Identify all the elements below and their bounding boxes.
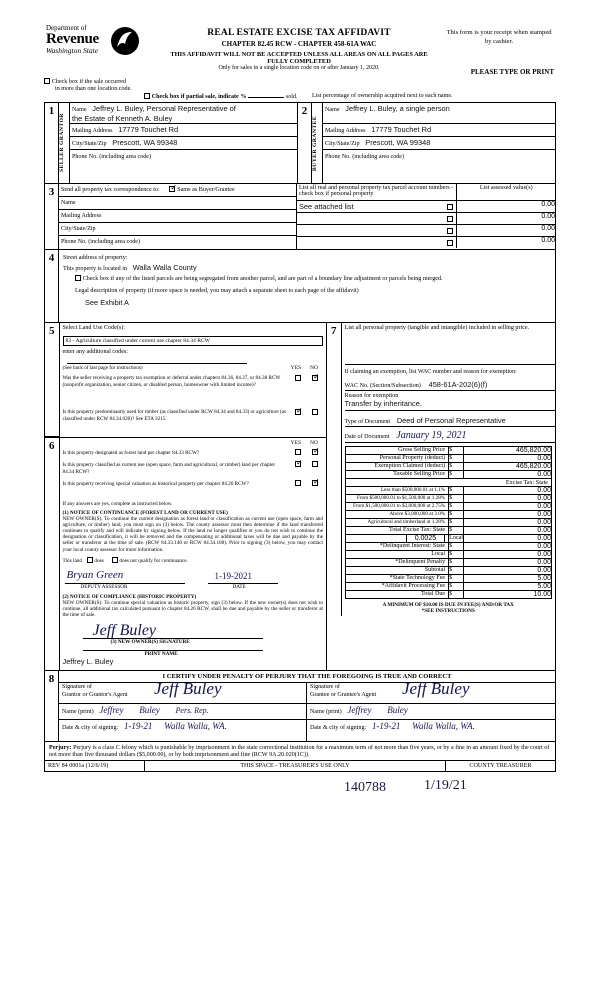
buyer-citystate-value: Prescott, WA 99348 [365, 138, 431, 147]
section-4-block [44, 249, 556, 323]
grantee-sig-block [307, 679, 555, 741]
does-not-label: does not qualify for continuance. [119, 557, 188, 564]
excise-state-header: Excise Tax: State [345, 479, 552, 487]
continuance-title: (1) NOTICE OF CONTINUANCE (FOREST LAND OR CURRENT USE) [62, 509, 228, 516]
ag-timber-dollar: $ [449, 519, 464, 527]
state-tech-fee-dollar: $ [449, 575, 464, 583]
total-state-dollar: $ [449, 527, 464, 535]
grantor-sig-block [59, 679, 307, 741]
reason-row[interactable] [345, 399, 553, 410]
s6-q2-yes-checkbox[interactable] [295, 461, 301, 467]
multi-location-label: Check box if the sale occurred [51, 79, 127, 85]
assessed-value-2: 0.00 [457, 212, 555, 224]
located-in-row[interactable] [63, 263, 551, 275]
bracket-4-value: 0.00 [464, 511, 552, 519]
s5-no-header: NO [310, 365, 318, 371]
buyer-citystate-row[interactable] [323, 137, 555, 150]
grantor-city-value: Walla Walla, WA. [164, 721, 227, 732]
grantee-sig-label-2: Grantee or Grantee's Agent [310, 692, 377, 699]
grantor-date-row[interactable] [62, 721, 227, 731]
buyer-phone-row[interactable] [323, 150, 555, 163]
section-3-left [59, 184, 297, 250]
deputy-assessor-label: DEPUTY ASSESSOR [80, 583, 128, 590]
form-title-block [169, 28, 429, 71]
seller-buyer-block [44, 102, 556, 184]
s3-name-row[interactable] [59, 197, 296, 210]
delinquent-interest-label: *Delinquent Interest: State [345, 543, 449, 551]
s3-citystate-row[interactable] [59, 223, 296, 236]
s6-q1-no-checkbox[interactable] [312, 449, 318, 455]
parcel-row-2[interactable] [297, 212, 457, 224]
section-6-number: 6 [45, 437, 59, 670]
left-column [45, 323, 327, 671]
gross-price-label: Gross Selling Price [345, 447, 449, 455]
county-treasurer-label: COUNTY TREASURER [446, 761, 556, 772]
state-tech-fee-label: *State Technology Fee [345, 575, 449, 583]
section-8-number: 8 [45, 671, 59, 742]
personal-property-checkbox-1[interactable] [447, 204, 453, 210]
treasurer-stamp-date: 1/19/21 [424, 778, 467, 794]
partial-sale-checkbox[interactable] [144, 93, 150, 99]
section-7-body [341, 323, 555, 616]
assessed-header: List assessed value(s) [457, 184, 555, 200]
grantor-name-last: Buley [139, 705, 160, 716]
bracket-3-dollar: $ [449, 503, 464, 511]
buyer-fields [323, 103, 556, 184]
seller-citystate-row[interactable] [70, 137, 297, 150]
bracket-3-label: From $1,500,000.01 to $3,000,000 at 2.75% [345, 503, 449, 511]
please-type-note: PLEASE TYPE OR PRINT [470, 68, 554, 76]
footer-block [44, 760, 556, 772]
taxable-price-value: 0.00 [464, 471, 552, 479]
assessed-value-4: 0.00 [457, 236, 555, 248]
personal-prop-deduct-value: 0.00 [464, 455, 552, 463]
s6-q1-label: Is this property designated as forest land per chapter 84.33 RCW? [62, 449, 200, 456]
section-6-body [59, 437, 326, 670]
s3-phone-label: Phone No. (including area code) [61, 239, 141, 245]
multi-location-label-2: in more than one location code. [55, 86, 132, 92]
grantee-sig-label: Signature of [310, 684, 340, 691]
affidavit-fee-value: 5.00 [464, 583, 552, 591]
tax-row [345, 543, 552, 551]
seller-citystate-label: City/State/Zip [72, 141, 107, 147]
partial-sale-tail: sold. [285, 94, 298, 100]
buyer-mailing-row[interactable] [323, 124, 555, 137]
state-tech-fee-value: 5.00 [464, 575, 552, 583]
exemption-label: If claiming an exemption, list WAC number and reason for exemption: [344, 369, 517, 375]
reason-label: Reason for exemption [344, 393, 399, 399]
affidavit-fee-dollar: $ [449, 583, 464, 591]
compliance-body: NEW OWNER(S): To continue special valuation as historic property, sign (3) below. If the new owner(s) does not wish to continue, all additional tax calculated pursuant to chapter 84.26 RCW, shall be due and payable by the seller or transferor at the time of sale. [62, 599, 323, 619]
s5-q1-label: Was the seller receiving a property tax exemption or deferral under chapters 84.36, 84.37, or 84.38 RCW (nonprofit organization, senior citizen, or disabled person, homeowner with limited income)? [62, 375, 281, 388]
buyer-mailing-value: 17779 Touchet Rd [371, 125, 432, 134]
tax-row [345, 567, 552, 575]
s6-q3-yes-checkbox[interactable] [295, 480, 301, 486]
wac-label: WAC No. (Section/Subsection) [344, 383, 421, 389]
segregated-label: Check box if any of the listed parcels are being segregated from another parcel, and are part of a boundary line adjustment or parcels being merged. [82, 276, 443, 282]
bracket-4-label: Above $3,000,000 at 3.0% [345, 511, 449, 519]
taxable-price-label: Taxable Selling Price [345, 471, 449, 479]
continuance-body: NEW OWNER(S): To continue the current designation as forest land or classification as current use (open space, farm and agriculture, or timber) land, you must sign on (3) below. The county assessor must then determine if the land transferred continues to qualify and will indicate by signing below. If the land no longer qualifies or you do not wish to continue the designation or classification, it will be removed and the compensating or additional taxes will be due and payable by the seller or transferor at the time of sale. (RCW 84.33.140 or RCW 84.34.108). Prior to signing (3) below, you may contact your local county assessor for more information. [62, 515, 323, 553]
perjury-block [44, 742, 556, 761]
tax-row [345, 495, 552, 503]
located-in-label: This property is located in [63, 266, 127, 272]
personal-prop-deduct-label: Personal Property (deduct) [345, 455, 449, 463]
treasurer-stamp-area [44, 772, 556, 806]
minimum-due-note: A MINIMUM OF $10.00 IS DUE IN FEE(S) AND/OR TAX [382, 602, 514, 608]
tax-row [345, 455, 552, 463]
tax-calc-table [345, 446, 553, 599]
additional-codes-input[interactable] [67, 355, 247, 364]
ownership-pct-label: List percentage of ownership acquired next to each name. [312, 93, 453, 99]
legal-desc-label: Legal description of property (if more space is needed, you may attach a separate sheet to each page of the affidavit) [75, 288, 359, 294]
section-4-body [59, 250, 556, 323]
buyer-phone-label: Phone No. (including area code) [325, 154, 405, 160]
affidavit-fee-label: *Affidavit Processing Fee [345, 583, 449, 591]
bracket-1-dollar: $ [449, 487, 464, 495]
certify-statement: I CERTIFY UNDER PENALTY OF PERJURY THAT THE FOREGOING IS TRUE AND CORRECT [59, 671, 555, 683]
does-label: does [94, 557, 104, 564]
seller-phone-label: Phone No. (including area code) [72, 154, 152, 160]
new-owner-print-name: Jeffrey L. Buley [62, 657, 114, 667]
grantee-name-label: Name (print) [310, 709, 342, 716]
perjury-text: Perjury is a class C felony which is punishable by imprisonment in the state correctional institution for a maximum term of not more than five years, or by a fine in an amount fixed by the court of not more than five thousand dollars ($5,000.00), or by both imprisonment and fine (RCW 9A.20.020(1C)). [49, 745, 550, 759]
s3-mailing-label: Mailing Address [61, 213, 102, 219]
subtotal-value: 0.00 [464, 567, 552, 575]
bracket-3-value: 0.00 [464, 503, 552, 511]
s6-if-any-note: If any answers are yes, complete as instructed below. [62, 500, 173, 507]
seller-mailing-row[interactable] [70, 124, 297, 137]
delinquent-local-dollar: $ [449, 551, 464, 559]
grantor-signature: Jeff Buley [154, 679, 222, 699]
grantee-city-value: Walla Walla, WA. [412, 721, 475, 732]
segregated-row[interactable] [63, 275, 551, 287]
taxable-price-dollar: $ [449, 471, 464, 479]
does-qualify-checkbox[interactable] [87, 557, 93, 563]
grantor-name-first: Jeffrey [99, 705, 124, 716]
dept-line-3: Washington State [46, 46, 99, 55]
form-notice: THIS AFFIDAVIT WILL NOT BE ACCEPTED UNLESS ALL AREAS ON ALL PAGES ARE FULLY COMPLETED [170, 51, 428, 65]
buyer-vertical-label: BUYER GRANTEE [312, 115, 318, 171]
seller-name-value: Jeffrey L. Buley, Personal Representative of [92, 104, 236, 113]
wac-value: 458-61A-202(6)(f) [428, 380, 488, 389]
grantor-name-row[interactable] [62, 705, 209, 715]
gross-price-dollar: $ [449, 447, 464, 455]
subtotal-dollar: $ [449, 567, 464, 575]
dept-line-1: Department of [46, 24, 87, 32]
same-as-buyer-checkbox[interactable] [169, 186, 175, 192]
seller-vertical-label-cell [59, 103, 70, 184]
reason-value: Transfer by inheritance. [344, 399, 422, 408]
does-not-qualify-checkbox[interactable] [112, 557, 118, 563]
personal-property-checkbox-4[interactable] [447, 240, 453, 246]
grantor-date-value: 1-19-21 [123, 721, 153, 732]
bracket-1-label: Less than $500,000.01 at 1.1% [345, 487, 449, 495]
multi-location-checkbox[interactable] [44, 78, 50, 84]
assessor-signature: Bryan Green [66, 568, 124, 581]
gross-price-value: 465,820.00 [464, 447, 552, 455]
doc-type-value: Deed of Personal Representative [396, 416, 506, 425]
total-state-value: 0.00 [464, 527, 552, 535]
assessed-value-1: 0.00 [457, 200, 555, 212]
right-column [327, 323, 556, 671]
parcel-row-4[interactable] [297, 236, 457, 248]
partial-sale-label: Check box if partial sale, indicate % [151, 94, 247, 100]
tax-row [345, 583, 552, 591]
parcel-value-1: See attached list [299, 201, 354, 211]
seller-citystate-value: Prescott, WA 99348 [112, 138, 178, 147]
assessor-date-value: 1-19-2021 [214, 570, 252, 581]
new-owner-sig-label: (3) NEW OWNER(S) SIGNATURE [110, 639, 190, 646]
send-correspondence-label: Send all property tax correspondence to: [61, 187, 160, 193]
s6-q1-yes-checkbox[interactable] [295, 449, 301, 455]
assessed-value-3: 0.00 [457, 224, 555, 236]
send-correspondence-row[interactable] [59, 184, 296, 197]
ag-timber-value: 0.00 [464, 519, 552, 527]
section-8-block [44, 670, 556, 742]
seller-name-row[interactable] [70, 103, 297, 124]
doc-date-value: January 19, 2021 [396, 430, 467, 441]
section-7-number: 7 [327, 323, 341, 616]
s5-q2-yes-checkbox[interactable] [295, 409, 301, 415]
tax-row [345, 527, 552, 535]
buyer-name-row[interactable] [323, 103, 555, 124]
grantee-date-label: Date & city of signing: [310, 725, 367, 732]
personal-property-checkbox-3[interactable] [447, 228, 453, 234]
tax-row [345, 511, 552, 519]
located-in-value: Walla Walla County [132, 263, 197, 272]
s3-phone-row[interactable] [59, 236, 296, 249]
compliance-title: (2) NOTICE OF COMPLIANCE (HISTORIC PROPERTY) [62, 593, 197, 600]
street-address-label: Street address of property: [63, 255, 128, 261]
delinquent-local-value: 0.00 [464, 551, 552, 559]
assessor-date-label: DATE [232, 583, 246, 590]
grantee-date-value: 1-19-21 [371, 721, 401, 732]
personal-property-input[interactable] [345, 331, 556, 365]
grantee-signature: Jeff Buley [402, 679, 470, 699]
receipt-note: This form is your receipt when stamped by cashier. [446, 29, 552, 45]
s3-mailing-row[interactable] [59, 210, 296, 223]
buyer-name-value: Jeffrey L. Buley, a single person [345, 104, 450, 113]
s3-citystate-label: City/State/Zip [61, 226, 96, 232]
bracket-1-value: 0.00 [464, 487, 552, 495]
delinquent-interest-value: 0.00 [464, 543, 552, 551]
grantor-sig-label: Signature of [62, 684, 92, 691]
bracket-2-dollar: $ [449, 495, 464, 503]
local-rate-value[interactable]: 0.0025 [406, 534, 445, 543]
seller-name-label: Name [72, 107, 87, 113]
treasurer-stamp-number: 140788 [344, 780, 386, 796]
land-use-title: Select Land Use Code(s): [62, 325, 125, 331]
exemption-claimed-value: 465,820.00 [464, 463, 552, 471]
delinquent-interest-dollar: $ [449, 543, 464, 551]
total-state-label: Total Excise Tax: State [345, 527, 449, 535]
seller-mailing-value: 17779 Touchet Rd [118, 125, 179, 134]
street-address-row[interactable] [63, 252, 551, 263]
rev-number: REV 84 0001a (12/6/19) [45, 761, 145, 772]
see-back-note: (See back of last page for instructions) [62, 365, 143, 371]
section-1-number: 1 [45, 103, 59, 184]
doc-date-label: Date of Document [344, 434, 390, 440]
this-land-label: This land [62, 557, 82, 564]
parcel-header: List all real and personal property tax parcel account numbers - check box if personal property [297, 184, 457, 200]
form-title: REAL ESTATE EXCISE TAX AFFIDAVIT [207, 28, 391, 38]
tax-row [345, 519, 552, 527]
section-8-body [59, 671, 556, 742]
s6-q2-label: Is this property classified as current use (open space, farm and agricultural, or timber) land per chapter 84.34 RCW? [62, 461, 276, 475]
doc-type-label: Type of Document [344, 419, 391, 425]
perjury-label: Perjury: [49, 745, 72, 752]
section-3-right [297, 184, 556, 250]
bracket-2-label: From $500,000.01 to $1,500,000 at 1.28% [345, 495, 449, 503]
tax-row [345, 575, 552, 583]
sections-5-6-7-block [44, 322, 556, 671]
s5-yes-header: YES [290, 365, 301, 371]
tax-row [345, 471, 552, 479]
see-instructions-note: *SEE INSTRUCTIONS [421, 608, 475, 614]
personal-property-checkbox-2[interactable] [447, 216, 453, 222]
legal-desc-value-row[interactable] [63, 298, 551, 320]
land-use-code[interactable]: 83 - Agriculture classified under current use chapter 84.34 RCW [63, 336, 324, 346]
seller-mailing-label: Mailing Address [72, 128, 113, 134]
legal-desc-value: See Exhibit A [85, 298, 129, 307]
tax-row [345, 535, 552, 543]
grantee-date-row[interactable] [310, 721, 475, 731]
s3-name-label: Name [61, 200, 76, 206]
delinquent-penalty-label: *Delinquent Penalty [345, 559, 449, 567]
partial-sale-check[interactable] [144, 93, 298, 100]
delinquent-penalty-value: 0.00 [464, 559, 552, 567]
tax-row [345, 559, 552, 567]
parcel-row-3[interactable] [297, 224, 457, 236]
exemption-claimed-dollar: $ [449, 463, 464, 471]
tax-row [345, 463, 552, 471]
s6-yes-header: YES [290, 439, 301, 446]
section-2-number: 2 [298, 103, 312, 184]
treasurer-use-label: THIS SPACE - TREASURER'S USE ONLY [145, 761, 446, 772]
personal-property-title: List all personal property (tangible and intangible) included in selling price. [344, 325, 530, 331]
wac-row[interactable] [345, 380, 553, 392]
section-5-body [59, 323, 326, 436]
s6-q3-label: Is this property receiving special valuation as historical property per chapter 84.26 RCW? [62, 480, 249, 487]
s6-q2-no-checkbox[interactable] [312, 461, 318, 467]
segregated-checkbox[interactable] [75, 275, 81, 281]
s5-q1-yes-checkbox[interactable] [295, 375, 301, 381]
same-as-buyer-label: Same as Buyer/Grantee [177, 187, 235, 193]
section-5-number: 5 [45, 323, 59, 436]
buyer-citystate-label: City/State/Zip [325, 141, 360, 147]
legal-desc-row [63, 287, 551, 298]
buyer-name-label: Name [325, 107, 340, 113]
exemption-claimed-label: Exemption Claimed (deduct) [345, 463, 449, 471]
additional-codes-label: enter any additional codes: [62, 349, 128, 355]
tax-row [345, 447, 552, 455]
grantor-name-label: Name (print) [62, 709, 94, 716]
qualify-row[interactable] [63, 557, 324, 569]
tax-row [345, 487, 552, 495]
local-value: 0.00 [464, 535, 552, 543]
delinquent-local-label: Local [345, 551, 449, 559]
form-chapter: CHAPTER 82.45 RCW - CHAPTER 458-61A WAC [221, 40, 377, 48]
s6-q3-no-checkbox[interactable] [312, 480, 318, 486]
seller-name-value-2: the Estate of Kenneth A. Buley [72, 114, 173, 123]
s5-q2-label: Is this property predominantly used for timber (as classified under RCW 84.34 and 84.33) or agriculture (as classified under RCW 84.34.020)? See ETA 3215 [62, 409, 286, 422]
s6-no-header: NO [310, 439, 318, 446]
s5-q2-no-checkbox[interactable] [312, 409, 318, 415]
section-4-number: 4 [45, 250, 59, 323]
delinquent-penalty-dollar: $ [449, 559, 464, 567]
tax-row [345, 551, 552, 559]
grantee-name-last: Buley [387, 705, 408, 716]
personal-prop-deduct-dollar: $ [449, 455, 464, 463]
print-name-label: PRINT NAME [144, 651, 178, 658]
form-body [44, 22, 556, 806]
buyer-mailing-label: Mailing Address [325, 128, 366, 134]
grantor-date-label: Date & city of signing: [62, 725, 119, 732]
tax-row [345, 591, 552, 599]
seller-phone-row[interactable] [70, 150, 297, 163]
new-owner-signature: Jeff Buley [92, 622, 157, 640]
parcel-row-1[interactable] [297, 200, 457, 212]
single-location-note: Only for sales in a single location code on or after January 1, 2020. [218, 65, 380, 71]
wa-state-logo-icon [110, 26, 140, 56]
grantee-name-first: Jeffrey [347, 705, 372, 716]
agency-identity [46, 24, 166, 55]
bracket-2-value: 0.00 [464, 495, 552, 503]
grantor-sig-label-2: Grantor or Grantor's Agent [62, 692, 128, 699]
tax-row [345, 503, 552, 511]
multi-location-check[interactable] [44, 78, 126, 85]
total-due-value: 10.00 [464, 591, 552, 599]
total-due-dollar: $ [449, 591, 464, 599]
seller-fields [70, 103, 298, 184]
dept-line-2: Revenue [46, 31, 99, 47]
local-label: Local [449, 535, 463, 541]
ag-timber-label: Agricultural and timberland at 1.28% [345, 519, 449, 527]
seller-vertical-label: SELLER GRANTOR [59, 113, 65, 173]
bracket-4-dollar: $ [449, 511, 464, 519]
buyer-vertical-label-cell [312, 103, 323, 184]
section-3-number: 3 [45, 184, 59, 250]
subtotal-label: Subtotal [345, 567, 449, 575]
form-header [44, 22, 556, 80]
total-due-label: Total Due [345, 591, 449, 599]
s5-q1-no-checkbox[interactable] [312, 375, 318, 381]
grantor-name-title: Pers. Rep. [175, 706, 209, 716]
grantee-name-row[interactable] [310, 705, 408, 715]
section-3-block [44, 183, 556, 250]
